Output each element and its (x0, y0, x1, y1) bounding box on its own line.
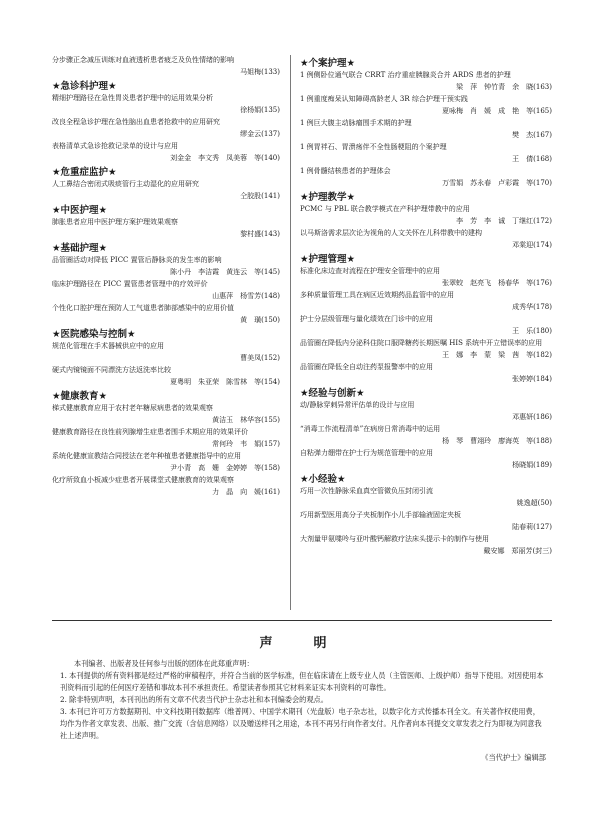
toc-section (52, 204, 280, 240)
entry-meta (52, 229, 280, 241)
toc-entry[interactable] (300, 204, 552, 227)
toc-entry[interactable] (300, 70, 552, 93)
toc-entry[interactable] (52, 141, 280, 164)
entry-page: (150) (261, 315, 280, 324)
entry-title: 自粘弹力绷带在护士行为规范管理中的应用 (300, 449, 433, 457)
entry-page: (143) (261, 229, 280, 238)
toc-section (300, 387, 552, 471)
toc-entry[interactable] (52, 179, 280, 202)
entry-title: 人工鼻结合密闭式吸痰管行主动湿化的应用研究 (52, 180, 199, 188)
toc-section (300, 253, 552, 385)
toc-entry[interactable] (300, 166, 552, 189)
entry-meta (300, 326, 552, 338)
entry-page: (189) (533, 460, 552, 469)
entry-title: 临床护理路径在 PICC 置管患者管理中的疗效评价 (52, 280, 208, 288)
entry-authors: 王 乐 (512, 326, 534, 335)
entry-meta (52, 105, 280, 117)
entry-meta (300, 302, 552, 314)
entry-authors: 夏咏梅 肖 媛 成 艳 等 (442, 106, 534, 115)
entry-meta (52, 67, 280, 79)
entry-meta (52, 153, 280, 165)
declaration-intro: 本刊编者、出版者及任何参与出版的团体在此郑重声明： (74, 659, 254, 668)
entry-page: (188) (533, 436, 552, 445)
toc-entry[interactable] (52, 303, 280, 326)
entry-meta (52, 291, 280, 303)
section-heading: ★急诊科护理★ (52, 81, 117, 92)
declaration-item: 1. 本刊提供的所有资料都是经过严格的审稿程序，并符合当前的医学标准，但在临床请在上级专业人员（主管医师、上级护师）指导下使用。对因使用本刊资料而引起的任何医疗差错和事故本刊不承担责任。希望读者参照其它材料来证实本刊资料的可靠性。 (60, 671, 544, 692)
entry-page: (163) (533, 82, 552, 91)
entry-title: 巧用一次性静脉采血真空管微负压封闭引流 (300, 487, 433, 495)
entry-authors: 樊 杰 (512, 130, 534, 139)
section-heading: ★中医护理★ (52, 205, 108, 216)
entry-authors: 邓惠妍 (512, 412, 534, 421)
toc-entry[interactable] (52, 55, 280, 78)
toc-section (52, 242, 280, 326)
entry-page: (133) (261, 67, 280, 76)
entry-meta (300, 460, 552, 472)
entry-title: 品管圈活动对降低 PICC 置管后静脉炎的发生率的影响 (52, 256, 222, 264)
toc-entry[interactable] (300, 266, 552, 289)
entry-authors: 仝胶股 (240, 191, 262, 200)
entry-authors: 张翠蛟 赵亮飞 杨春华 等 (442, 278, 534, 287)
entry-authors: 姚逸超 (516, 498, 538, 507)
entry-title: 动/静脉穿刺异常评估单的设计与应用 (300, 401, 415, 409)
section-heading: ★护理管理★ (300, 254, 356, 265)
toc-section (52, 55, 280, 78)
entry-title: 标准化床边查对流程在护理安全管理中的应用 (300, 267, 440, 275)
toc-entry[interactable] (300, 338, 552, 361)
entry-authors: 成秀华 (512, 302, 534, 311)
entry-meta (52, 377, 280, 389)
entry-authors: 李 芳 李 诚 丁继红 (456, 216, 534, 225)
toc-entry[interactable] (300, 400, 552, 423)
toc-entry[interactable] (300, 510, 552, 533)
entry-authors: 常何玲 韦 娟 (212, 439, 262, 448)
entry-title: 多种质量管理工具在病区近效期药品监管中的应用 (300, 291, 454, 299)
entry-authors: 黎村盛 (240, 229, 262, 238)
entry-authors: 马姐梅 (240, 67, 262, 76)
table-of-contents (0, 55, 600, 615)
entry-title: 以马斯洛需求层次论为视角的人文关怀在儿科带教中的建构 (300, 229, 482, 237)
entry-page: (174) (533, 240, 552, 249)
entry-title: 肺胀患者应用中医护理方案护理效果观察 (52, 218, 178, 226)
entry-authors: 山惠萍 杨雪芳 (212, 291, 262, 300)
entry-authors: 戴安娜 郑丽芳 (483, 546, 533, 555)
toc-section (52, 80, 280, 164)
declaration-item: 3. 本刊已许可万方数据期刊、中文科技期刊数据库（维普网）、中国学术期刊（光盘版）电子杂志社，以数字化方式传播本刊全文。有关著作权使用费，均作为作者文章发表、出版、推广交流（含信息网络）以及赠送样刊之用途，本刊不再另行向作者支付。凡作者向本刊提交文章发表之行为即视为同意我社上述声明。 (60, 707, 542, 740)
toc-section (52, 328, 280, 388)
entry-title: 品管圈在降低全自动注药泵报警率中的应用 (300, 363, 433, 371)
entry-authors: 尹小青 高 姗 金婷婷 等 (170, 463, 262, 472)
entry-meta (52, 191, 280, 203)
toc-entry[interactable] (52, 427, 280, 450)
section-heading: ★个案护理★ (300, 58, 356, 69)
entry-authors: 杨 琴 曹翊玲 廖海英 等 (442, 436, 534, 445)
toc-entry[interactable] (300, 486, 552, 509)
entry-page: (176) (533, 278, 552, 287)
entry-meta (52, 439, 280, 451)
entry-page: (152) (261, 353, 280, 362)
entry-authors: 曹美凤 (240, 353, 262, 362)
entry-meta (52, 129, 280, 141)
entry-title: “消毒工作流程清单”在病房日常消毒中的运用 (300, 425, 441, 433)
entry-page: (172) (533, 216, 552, 225)
section-heading: ★健康教育★ (52, 391, 108, 402)
entry-page: (50) (537, 498, 552, 507)
toc-entry[interactable] (300, 448, 552, 471)
entry-title: 规范化管理在手术器械供应中的应用 (52, 342, 164, 350)
entry-authors: 邓棠迎 (512, 240, 534, 249)
entry-title: 1 例骨髓结核患者的护理体会 (300, 167, 391, 175)
toc-entry[interactable] (300, 228, 552, 251)
entry-authors: 徐杨娟 (240, 105, 262, 114)
entry-authors: 夏粤明 朱亚荣 陈雪林 等 (170, 377, 262, 386)
entry-authors: 陈小丹 李洁霞 黄连云 等 (170, 267, 262, 276)
entry-meta (300, 216, 552, 228)
toc-section (52, 390, 280, 498)
entry-meta (300, 82, 552, 94)
entry-page: (167) (533, 130, 552, 139)
entry-page: (161) (261, 487, 280, 496)
entry-page: (154) (261, 377, 280, 386)
entry-meta (300, 106, 552, 118)
section-heading: ★经验与创新★ (300, 388, 365, 399)
entry-page: (170) (533, 178, 552, 187)
declaration-item: 2. 除非特别声明，本刊刊出的所有文章不代表当代护士杂志社和本刊编委会的观点。 (60, 695, 328, 704)
entry-page: (155) (261, 415, 280, 424)
entry-page: (封三) (532, 546, 552, 555)
entry-title: 大剂量甲氨喋呤与亚叶酸钙解救疗法床头提示卡的制作与使用 (300, 535, 489, 543)
entry-page: (182) (533, 350, 552, 359)
entry-page: (165) (533, 106, 552, 115)
entry-authors: 缪金云 (240, 129, 262, 138)
declaration-signature: 《当代护士》编辑部 (481, 753, 546, 762)
entry-authors: 万雪娟 苏永春 卢彩霞 等 (442, 178, 534, 187)
toc-left-column (52, 55, 280, 499)
entry-title: 1 例侧卧位通气联合 CRRT 治疗重症胰腺炎合并 ARDS 患者的护理 (300, 71, 511, 79)
entry-authors: 陆春莉 (512, 522, 534, 531)
entry-page: (140) (261, 153, 280, 162)
entry-meta (52, 267, 280, 279)
toc-entry[interactable] (52, 255, 280, 278)
toc-section (300, 473, 552, 557)
entry-meta (52, 353, 280, 365)
entry-title: 护士分层级管理与量化绩效在门诊中的应用 (300, 315, 433, 323)
toc-entry[interactable] (52, 279, 280, 302)
entry-title: 1 例胃袢石、胃溃疡伴不全性肠梗阻的个案护理 (300, 143, 447, 151)
toc-entry[interactable] (52, 475, 280, 498)
entry-title: 改良全程急诊护理在急性脑出血患者抢救中的应用研究 (52, 118, 220, 126)
entry-title: 化疗所致血小板减少症患者开展课堂式健康教育的效果观察 (52, 476, 234, 484)
entry-title: 1 例重度痴呆认知障碍高龄老人 3R 综合护理干预实践 (300, 95, 468, 103)
toc-entry[interactable] (300, 290, 552, 313)
toc-section (52, 166, 280, 202)
toc-entry[interactable] (300, 314, 552, 337)
section-divider (52, 620, 552, 621)
section-heading: ★护理教学★ (300, 192, 356, 203)
entry-meta (300, 436, 552, 448)
toc-entry[interactable] (52, 341, 280, 364)
toc-entry[interactable] (300, 362, 552, 385)
entry-title: 表格清单式急诊抢救记录单的设计与应用 (52, 142, 178, 150)
entry-page: (158) (261, 463, 280, 472)
entry-title: 精细护理路径在急性胃炎患者护理中的运用效果分析 (52, 94, 213, 102)
entry-page: (180) (533, 326, 552, 335)
entry-title: 硬式内镜镜面不同漂洗方法返洗率比较 (52, 366, 171, 374)
entry-meta (300, 278, 552, 290)
entry-page: (178) (533, 302, 552, 311)
entry-title: PCMC 与 PBL 联合教学模式在产科护理带教中的应用 (300, 205, 470, 213)
toc-entry[interactable] (52, 217, 280, 240)
entry-meta (52, 487, 280, 499)
toc-entry[interactable] (300, 94, 552, 117)
toc-entry[interactable] (300, 534, 552, 557)
toc-entry[interactable] (52, 365, 280, 388)
entry-authors: 王 倩 (512, 154, 534, 163)
entry-page: (168) (533, 154, 552, 163)
entry-page: (127) (533, 522, 552, 531)
toc-entry[interactable] (52, 93, 280, 116)
declaration-title: 声 明 (259, 636, 341, 651)
entry-title: 分步骤正念减压训练对血液透析患者疲乏及负性情绪的影响 (52, 56, 234, 64)
entry-meta (300, 498, 552, 510)
entry-authors: 王 娜 李 蒙 梁 茜 等 (442, 350, 534, 359)
entry-meta (52, 463, 280, 475)
section-heading: ★医院感染与控制★ (52, 329, 136, 340)
entry-authors: 黄洁玉 林华容 (212, 415, 262, 424)
toc-entry[interactable] (52, 403, 280, 426)
entry-title: 1 例巨大腹主动脉瘤围手术期的护理 (300, 119, 412, 127)
toc-entry[interactable] (300, 424, 552, 447)
entry-meta (300, 546, 552, 558)
toc-section (300, 191, 552, 251)
entry-authors: 力 晶 向 媛 (212, 487, 262, 496)
entry-title: 巧用新型医用高分子夹板制作小儿手部输液固定夹板 (300, 511, 461, 519)
entry-title: 品管圈在降低内分泌科住院口服降糖药长期医嘱 HIS 系统中开立错误率的应用 (300, 339, 543, 347)
entry-meta (300, 240, 552, 252)
entry-meta (300, 412, 552, 424)
entry-meta (300, 350, 552, 362)
entry-meta (300, 178, 552, 190)
entry-title: 健康教育路径在良性前列腺增生症患者围手术期应用的效果评价 (52, 428, 248, 436)
entry-title: 个性化口腔护理在预防人工气道患者肺部感染中的应用价值 (52, 304, 234, 312)
toc-entry[interactable] (300, 118, 552, 141)
section-heading: ★小经验★ (300, 474, 346, 485)
entry-title: 梯式健康教育应用于农村老年糖尿病患者的效果观察 (52, 404, 213, 412)
toc-entry[interactable] (300, 142, 552, 165)
toc-right-column (300, 55, 552, 558)
entry-page: (135) (261, 105, 280, 114)
section-heading: ★基础护理★ (52, 243, 108, 254)
entry-meta (300, 154, 552, 166)
entry-page: (141) (261, 191, 280, 200)
section-heading: ★危重症监护★ (52, 167, 117, 178)
entry-meta (300, 522, 552, 534)
toc-entry[interactable] (52, 451, 280, 474)
entry-meta (300, 374, 552, 386)
entry-page: (145) (261, 267, 280, 276)
entry-meta (52, 415, 280, 427)
entry-meta (52, 315, 280, 327)
toc-entry[interactable] (52, 117, 280, 140)
declaration-body (60, 658, 546, 764)
entry-page: (137) (261, 129, 280, 138)
entry-authors: 刘金金 李文秀 凤美蓉 等 (170, 153, 262, 162)
entry-authors: 梁 萍 钟竹青 余 晓 (456, 82, 534, 91)
entry-page: (184) (533, 374, 552, 383)
entry-meta (300, 130, 552, 142)
toc-section (300, 57, 552, 189)
entry-authors: 黄 璜 (240, 315, 262, 324)
entry-page: (148) (261, 291, 280, 300)
entry-page: (186) (533, 412, 552, 421)
entry-authors: 杨晓娟 (512, 460, 534, 469)
entry-authors: 张婷婷 (512, 374, 534, 383)
entry-page: (157) (261, 439, 280, 448)
entry-title: 系统化健康宣教结合同授法在老年种植患者健康指导中的应用 (52, 452, 241, 460)
